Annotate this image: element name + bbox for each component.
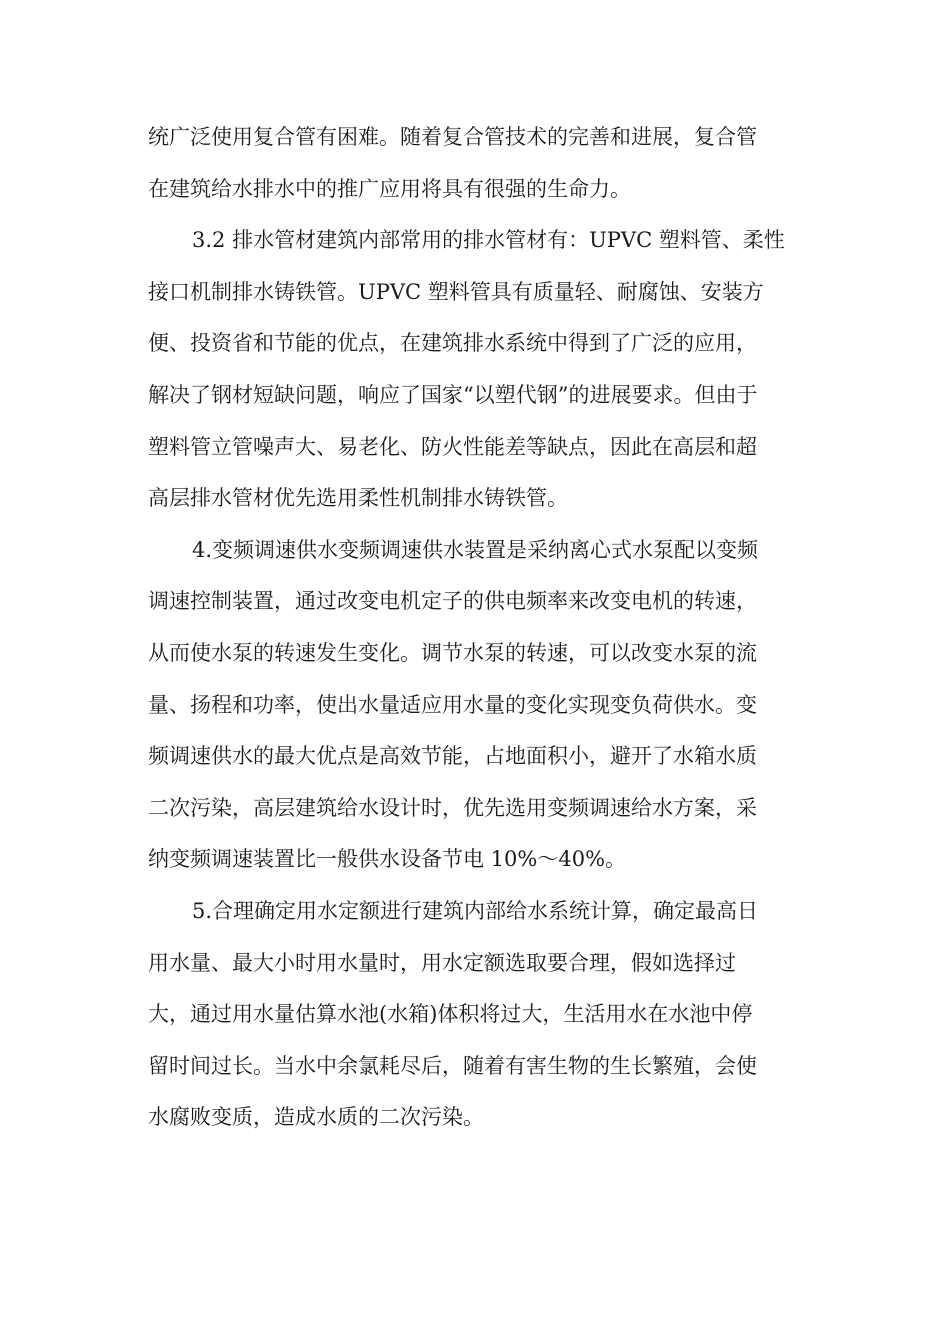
text-line: 调速控制装置，通过改变电机定子的供电频率来改变电机的转速， — [148, 589, 757, 614]
text-line: 统广泛使用复合管有困难。随着复合管技术的完善和进展，复合管 — [148, 125, 757, 149]
section-heading-line: 5.合理确定用水定额进行建筑内部给水系统计算，确定最高日 — [192, 898, 759, 923]
text-line: 用水量、最大小时用水量时，用水定额选取要合理，假如选择过 — [148, 950, 736, 975]
text-line: 量、扬程和功率，使出水量适应用水量的变化实现变负荷供水。变 — [148, 692, 757, 717]
text-line: 纳变频调速装置比一般供水设备节电 10%～40%。 — [148, 847, 627, 872]
text-line: 高层排水管材优先选用柔性机制排水铸铁管。 — [148, 486, 568, 511]
section-heading-line: 4.变频调速供水变频调速供水装置是采纳离心式水泵配以变频 — [192, 537, 759, 562]
text-line: 解决了钢材短缺问题，响应了国家“以塑代钢”的进展要求。但由于 — [148, 382, 758, 407]
text-line: 便、投资省和节能的优点，在建筑排水系统中得到了广泛的应用， — [148, 331, 757, 356]
document-body — [148, 112, 804, 1144]
text-line: 接口机制排水铸铁管。UPVC 塑料管具有质量轻、耐腐蚀、安装方 — [148, 279, 764, 304]
text-line: 二次污染，高层建筑给水设计时，优先选用变频调速给水方案，采 — [148, 795, 757, 820]
section-heading-line: 3.2 排水管材建筑内部常用的排水管材有：UPVC 塑料管、柔性 — [192, 228, 785, 253]
text-line: 留时间过长。当水中余氯耗尽后，随着有害生物的生长繁殖，会使 — [148, 1053, 757, 1078]
text-line: 大，通过用水量估算水池(水箱)体积将过大，生活用水在水池中停 — [148, 1002, 753, 1027]
text-line: 在建筑给水排水中的推广应用将具有很强的生命力。 — [148, 176, 631, 201]
text-line: 从而使水泵的转速发生变化。调节水泵的转速，可以改变水泵的流 — [148, 640, 757, 665]
text-line: 频调速供水的最大优点是高效节能，占地面积小，避开了水箱水质 — [148, 744, 757, 769]
text-line: 塑料管立管噪声大、易老化、防火性能差等缺点，因此在高层和超 — [148, 434, 757, 459]
text-line: 水腐败变质，造成水质的二次污染。 — [148, 1105, 484, 1130]
